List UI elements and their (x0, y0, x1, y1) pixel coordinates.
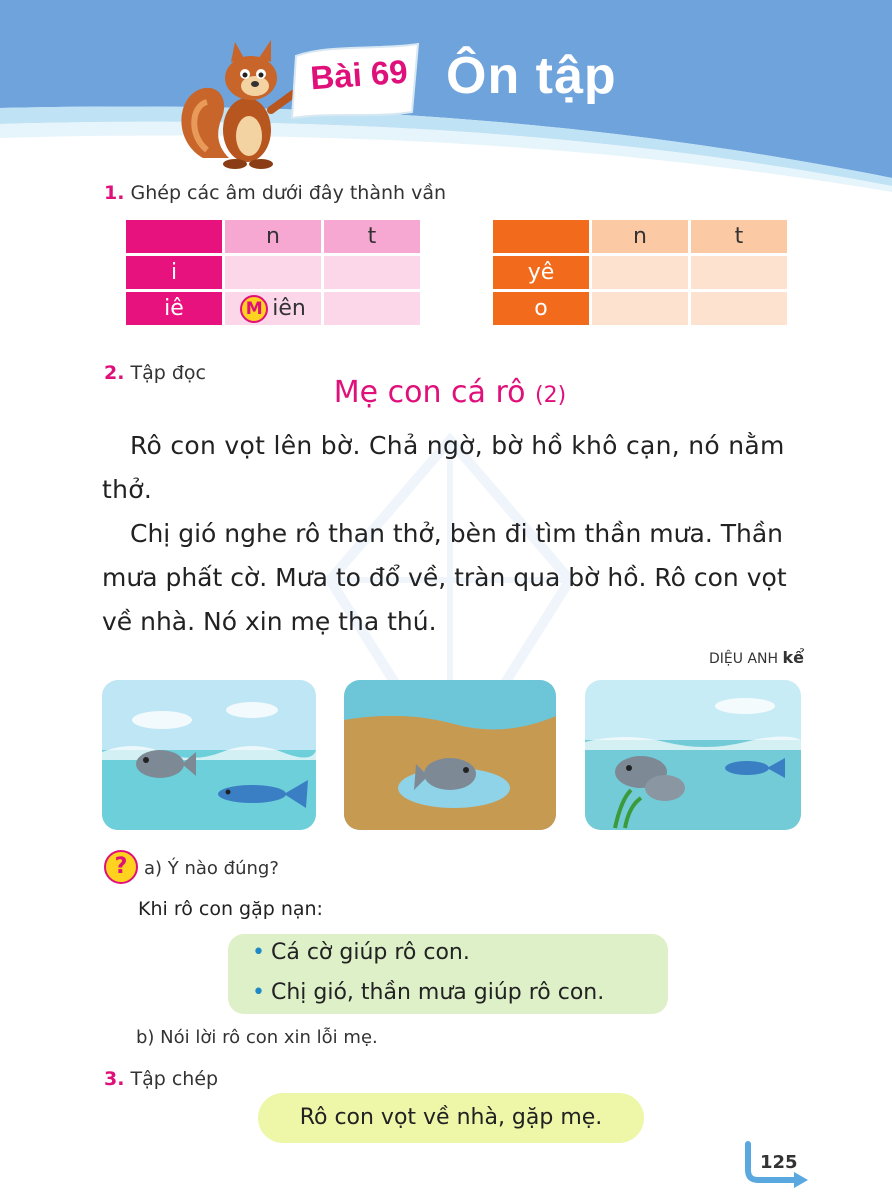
rhyme-table-orange (490, 217, 790, 328)
illustration-fish-reunited (585, 680, 801, 830)
column-header: n (592, 220, 688, 253)
table-cell (592, 256, 688, 289)
section1-number: 1. (104, 182, 125, 204)
table-corner (126, 220, 222, 253)
table-cell (225, 256, 321, 289)
question-a: a) Ý nào đúng? (144, 858, 279, 879)
section3-label: Tập chép (130, 1068, 219, 1090)
answer-option-text: Cá cờ giúp rô con. (270, 940, 470, 965)
bullet-icon: • (252, 980, 265, 1005)
table-cell (324, 292, 420, 325)
answer-options (228, 934, 668, 1014)
column-header: t (691, 220, 787, 253)
author-credit (709, 648, 804, 667)
table-cell (691, 292, 787, 325)
section3-number: 3. (104, 1068, 125, 1090)
story-title (0, 375, 892, 410)
author-suffix: kể (782, 648, 804, 667)
row-header: o (493, 292, 589, 325)
squirrel-mascot-icon (175, 40, 305, 170)
story-part: (2) (535, 383, 567, 408)
answer-option[interactable] (252, 940, 470, 965)
section2-number: 2. (104, 362, 125, 384)
answer-option-text: Chị gió, thần mưa giúp rô con. (270, 980, 605, 1005)
copy-text-box: Rô con vọt về nhà, gặp mẹ. (258, 1093, 644, 1143)
story-paragraph-2 (102, 512, 802, 644)
illustration-fish-on-dry-shore (344, 680, 556, 830)
lesson-number: Bài 69 (309, 52, 409, 97)
row-header: yê (493, 256, 589, 289)
table-cell (691, 256, 787, 289)
section3-heading (104, 1068, 218, 1090)
column-header: n (225, 220, 321, 253)
section1-heading (104, 182, 446, 204)
question-prompt: Khi rô con gặp nạn: (138, 898, 323, 920)
table-corner (493, 220, 589, 253)
example-marker-badge: M (240, 295, 268, 323)
section2-label: Tập đọc (130, 362, 206, 384)
story-title-text: Mẹ con cá rô (333, 375, 526, 410)
example-answer: iên (272, 295, 306, 321)
answer-option[interactable] (252, 980, 604, 1005)
column-header: t (324, 220, 420, 253)
bullet-icon: • (252, 940, 265, 965)
story-paragraph-1 (102, 424, 802, 512)
page-number: 125 (760, 1152, 798, 1173)
row-header: iê (126, 292, 222, 325)
question-b: b) Nói lời rô con xin lỗi mẹ. (136, 1027, 378, 1048)
table-cell (324, 256, 420, 289)
author-name: DIỆU ANH (709, 651, 779, 667)
illustration-fish-swimming (102, 680, 316, 830)
example-cell (225, 292, 321, 325)
lesson-title: Ôn tập (446, 47, 617, 105)
section1-instruction: Ghép các âm dưới đây thành vần (130, 182, 447, 204)
rhyme-table-pink (123, 217, 423, 328)
paragraph-text: Chị gió nghe rô than thở, bèn đi tìm thần mưa. Thần mưa phất cờ. Mưa to đổ về, tràn qua bờ hồ. Rô con vọt về nhà. Nó xin mẹ tha thú. (102, 519, 787, 636)
table-cell (592, 292, 688, 325)
paragraph-text: Rô con vọt lên bờ. Chả ngờ, bờ hồ khô cạn, nó nằm thở. (102, 431, 785, 504)
row-header: i (126, 256, 222, 289)
question-icon: ? (104, 850, 138, 884)
